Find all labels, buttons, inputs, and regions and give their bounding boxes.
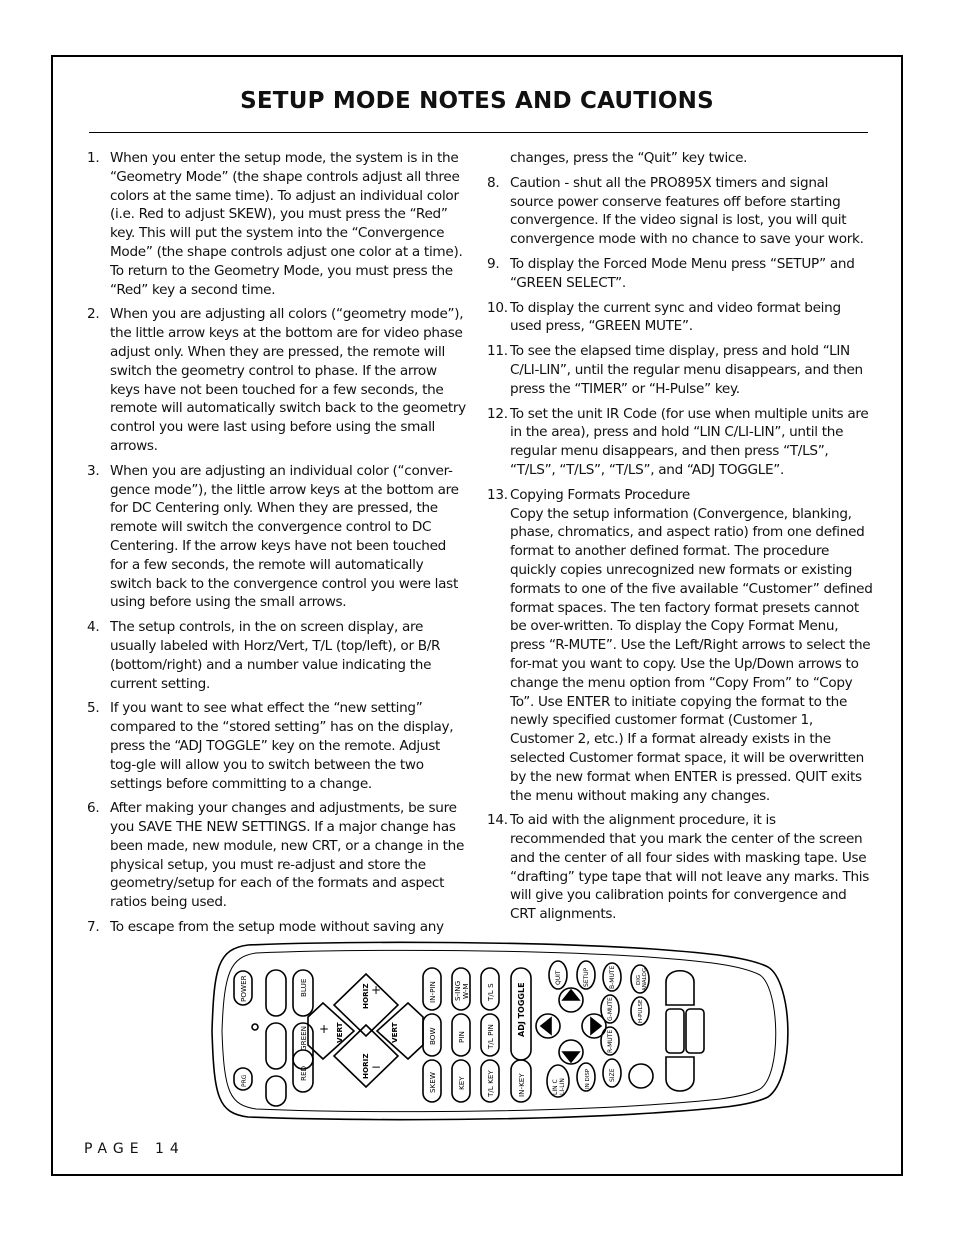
note-item — [487, 299, 873, 337]
note-text: changes, press the “Quit” key twice. — [510, 150, 748, 166]
note-text: To see the elapsed time display, press and hold “LIN C/LI-LIN”, until the regular menu disappears, and then press the “TIMER” or “H-Pulse” key. — [510, 343, 863, 397]
note-text: Caution - shut all the PRO895X timers and signal source power conserve features off before starting convergence. If the video signal is lost, you will quit convergence mode with no chance to save your work. — [510, 174, 864, 248]
note-text: To escape from the setup mode without saving any — [110, 919, 444, 936]
note-text: When you are adjusting all colors (“geometry mode”), the little arrow keys at the bottom are for video phase adjust only. When they are pressed, the remote will switch the geometry control to phase. If the arrow keys have not been touched for a few seconds, the remote will automatically switch back to the geometry control you were last using before using the small arrows. — [110, 306, 466, 454]
page-title: SETUP MODE NOTES AND CAUTIONS — [240, 88, 714, 114]
remote-label-h-pulse: H-PULSE — [638, 999, 644, 1023]
note-item — [87, 918, 467, 937]
note-item — [87, 699, 467, 793]
note-item — [87, 618, 467, 693]
remote-label-key: KEY — [457, 1076, 466, 1090]
remote-label-vert-left: VERT — [335, 1022, 344, 1043]
page-number: PAGE 14 — [84, 1141, 185, 1157]
remote-label-prg: PRG — [241, 1074, 248, 1087]
note-text: To display the current sync and video format being used press, “GREEN MUTE”. — [510, 299, 841, 335]
note-text: If you want to see what effect the “new setting” compared to the “stored setting” has on the display, press the “ADJ TOGGLE” key on the remote. Adjust tog-gle will allow you to switch between the two settings before committing to a change. — [110, 700, 454, 792]
remote-label-b-mute: B-MUTE — [609, 965, 616, 989]
note-text: When you enter the setup mode, the system is in the “Geometry Mode” (the shape controls adjust all three colors at the same time). To adjust an individual color (i.e. Red to adjust SKEW), you must press the “Red” key. This will put the system into the “Convergence Mode” (the shape controls adjust one color at a time). To return to the Geometry Mode, you must press the “Red” key a second time. — [110, 150, 463, 298]
remote-label-plus-top: + — [371, 983, 382, 997]
note-number: 8. — [487, 174, 500, 191]
remote-label-in-disp: IN DISP — [585, 1068, 591, 1089]
note-number: 14. — [487, 812, 508, 829]
note-number: 3. — [87, 462, 100, 479]
remote-label-skew: SKEW — [428, 1072, 437, 1093]
remote-label-li-lin: LI-LIN — [559, 1078, 566, 1095]
remote-label-setup: SETUP — [583, 967, 590, 987]
left-column — [87, 149, 467, 943]
remote-label-tl-pin: T/L PIN — [486, 1024, 495, 1049]
remote-label-w-m: W-M — [461, 983, 470, 999]
remote-label-bow: BOW — [428, 1027, 437, 1045]
remote-label-pin: PIN — [457, 1031, 466, 1043]
remote-label-in-pin: IN-PIN — [428, 981, 437, 1003]
remote-label-analog: ANALOG — [642, 967, 648, 991]
remote-label-in-key: IN-KEY — [517, 1073, 526, 1097]
note-text: After making your changes and adjustments, be sure you SAVE THE NEW SETTINGS. If a major change has been made, new module, new CRT, or a change in the physical setup, you must re-adjust and store the geometry/setup for each of the formats and aspect ratios being used. — [110, 800, 465, 911]
note-number: 2. — [87, 306, 100, 323]
remote-label-red: RED — [299, 1065, 308, 1081]
note-number: 4. — [87, 619, 100, 636]
remote-label-horiz-bottom: HORIZ — [361, 1053, 370, 1079]
note-number: 12. — [487, 405, 508, 422]
remote-label-adj-toggle: ADJ TOGGLE — [517, 982, 526, 1037]
remote-label-vert-right: VERT — [390, 1022, 399, 1043]
remote-label-minus-bottom: − — [371, 1060, 382, 1074]
remote-label-lin-c: LIN C — [552, 1079, 559, 1095]
note-text: To display the Forced Mode Menu press “SETUP” and “GREEN SELECT”. — [510, 255, 855, 291]
note-text: To aid with the alignment procedure, it is recommended that you mark the center of the screen and the center of all four sides with masking tape. Use “drafting” type tape that will not leave any marks. This will give you calibration points for convergence and CRT alignments. — [510, 812, 870, 923]
note-text: The setup controls, in the on screen display, are usually labeled with Horz/Vert, T/L (top/left), or B/R (bottom/right) and a number value indicating the current setting. — [110, 619, 441, 692]
note-body: Copy the setup information (Convergence, blanking, phase, chromatics, and aspect ratio) from one defined format to another defined format. The procedure quickly copies unrecognized new formats or existing formats to one of the five available “Customer” defined format spaces. The ten factory format presets cannot be over-written. To display the Copy Format Menu, press “R-MUTE”. Use the Left/Right arrows to select the for-mat you want to copy. Use the Up/Down arrows to change the menu option from “Copy From” to “Copy To”. Use ENTER to initiate copying the format to the newly specified customer format (Customer 1, Customer 2, etc.) If a format already exists in the selected Customer format space, it will be overwritten by the new format when ENTER is pressed. QUIT exits the menu without making any changes. — [510, 505, 873, 804]
remote-label-plus-left: + — [319, 1022, 330, 1036]
remote-label-s-ing: S-ING — [453, 980, 462, 1001]
note-number: 9. — [487, 255, 500, 272]
note-number: 13. — [487, 486, 508, 503]
note-number: 7. — [87, 919, 100, 936]
remote-label-tls: T/L S — [486, 983, 495, 1001]
note-number: 1. — [87, 150, 100, 166]
remote-label-g-mute: G-MUTE — [607, 997, 614, 1021]
remote-label-r-mute: R-MUTE — [607, 1029, 614, 1053]
note-text: Copying Formats Procedure — [510, 486, 690, 503]
note-number: 11. — [487, 343, 508, 360]
note-number: 6. — [87, 800, 100, 817]
note-text: To set the unit IR Code (for use when multiple units are in the area), press and hold “LIN C/LI-LIN”, until the regular menu disappears, and then press “T/LS”, “T/LS”, “T/LS”, “T/LS”, and “ADJ TOGGLE”. — [510, 405, 869, 478]
note-item — [487, 486, 873, 806]
remote-label-dig: DIG — [636, 974, 642, 985]
note-item — [87, 149, 467, 299]
remote-label-horiz-top: HORIZ — [361, 983, 370, 1009]
note-item — [87, 305, 467, 455]
note-item — [87, 799, 467, 912]
remote-label-size: SIZE — [609, 1068, 616, 1082]
note-item — [487, 149, 873, 168]
note-item — [487, 342, 873, 398]
remote-label-tl-key: T/L KEY — [486, 1070, 495, 1097]
remote-control-illustration — [208, 937, 804, 1123]
note-item — [487, 811, 873, 924]
remote-label-quit: QUIT — [555, 970, 562, 985]
note-item — [487, 405, 873, 480]
right-column — [487, 149, 873, 930]
note-text: When you are adjusting an individual color (“conver-gence mode”), the little arrow keys at the bottom are for DC Centering only. When they are pressed, the remote will switch the convergence control to DC Centering. If the arrow keys have not been touched for a few seconds, the remote will automatically switch back to the convergence control you were last using before using the small arrows. — [110, 462, 459, 611]
note-item — [487, 174, 873, 249]
remote-label-power: POWER — [239, 975, 248, 1002]
note-number: 5. — [87, 700, 100, 717]
remote-label-blue: BLUE — [299, 978, 308, 997]
note-number: 10. — [487, 299, 508, 316]
note-item — [487, 255, 873, 293]
title-rule — [89, 132, 868, 133]
note-item — [87, 462, 467, 612]
remote-label-green: GREEN — [299, 1025, 308, 1051]
